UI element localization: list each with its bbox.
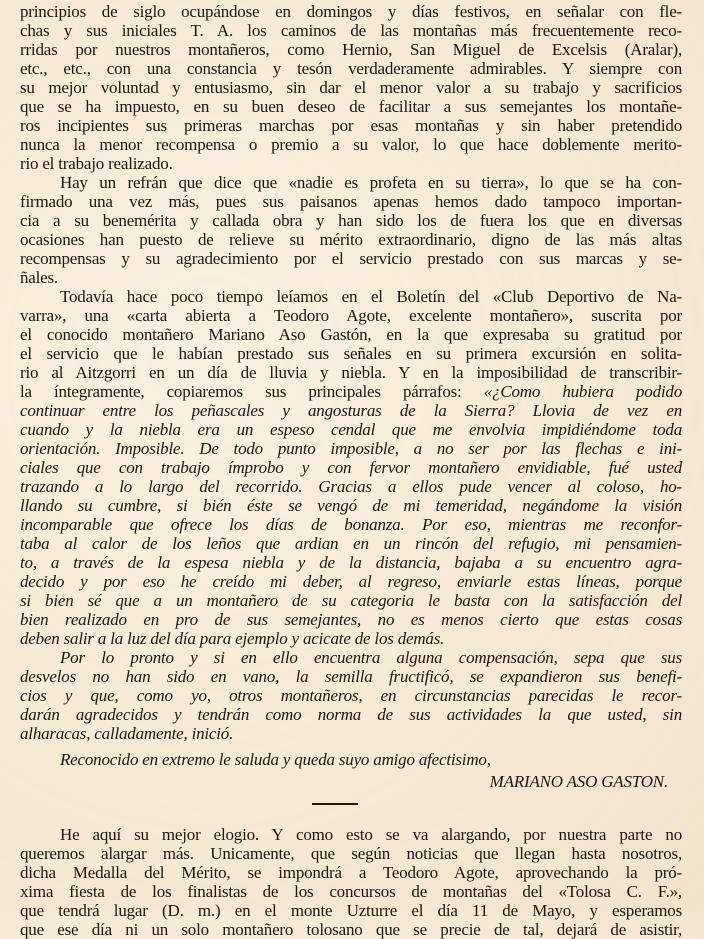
quote-paragraph — [20, 648, 682, 743]
quoted-text-segment: «¿Como hubiera podido — [483, 382, 682, 401]
text-line: principios de siglo ocupándose en domingos y días festivos, en señalar con fle- — [20, 2, 682, 21]
text-line — [20, 496, 682, 515]
quoted-text-segment: bien realizado en pro de sus semejantes, no es menos cierto que estas cosas — [20, 610, 682, 629]
text-segment: el conocido montañero Mariano Aso Gastón, en la que expresaba su gratitud por — [20, 325, 682, 344]
text-line: queremos alargar más. Unicamente, que según noticias que llegan hasta nosotros, — [20, 844, 682, 863]
text-line — [20, 401, 682, 420]
text-line: alharacas, calladamente, inició. — [20, 724, 234, 743]
text-line — [20, 477, 682, 496]
text-line: ñales. — [20, 268, 58, 287]
text-line: cia a su benemérita y callada obra y han sido los de fuera los que en diversas — [20, 211, 682, 230]
text-segment: la íntegramente, copiaremos sus principales párrafos: — [20, 382, 484, 401]
text-line — [20, 553, 682, 572]
text-segment: rio al Aitzgorri en un día de lluvia y niebla. Y en la imposibilidad de transcribir- — [20, 363, 682, 382]
text-line: ocasiones han puesto de relieve su mérito extraordinario, digno de las más altas — [20, 230, 682, 249]
quoted-text-segment: decido y por eso he creído mi deber, al regreso, enviarle estas líneas, porque — [20, 572, 682, 591]
text-line: desvelos no han sido en vano, la semilla fructificó, se expandieron sus benefi- — [20, 667, 682, 686]
text-line — [20, 629, 682, 648]
quoted-text-segment: to, a través de la espesa niebla y de la distancia, bajaba a su encuentro agra- — [20, 553, 682, 572]
text-line — [20, 325, 682, 344]
paragraph — [20, 825, 682, 939]
paragraph — [20, 2, 682, 173]
text-line: recompensas y su agradecimiento por el servicio prestado con sus marcas y se- — [20, 249, 682, 268]
text-line — [20, 363, 682, 382]
text-line — [20, 439, 682, 458]
text-line: que ese día ni un solo montañero tolosano que se precie de tal, dejará de asistir, — [20, 920, 682, 939]
text-line — [20, 515, 682, 534]
text-line: darán agradecidos y tendrán como norma de sus actividades la que usted, sin — [20, 705, 682, 724]
text-line — [20, 287, 682, 306]
text-line: que tendrá lugar (D. m.) en el monte Uzturre el día 11 de Mayo, y esperamos — [20, 901, 682, 920]
section-divider — [312, 803, 358, 805]
text-line: Reconocido en extremo le saluda y queda suyo amigo afectisimo, — [60, 750, 491, 769]
quoted-text-segment: ciales que con trabajo ímprobo y con fervor montañero envidiable, fué usted — [20, 458, 682, 477]
paragraph-with-quote — [20, 287, 682, 648]
quoted-text-segment: llando su cumbre, si bién éste se vengó de mi temeridad, negándome la visión — [20, 496, 682, 515]
text-segment: el servicio que le habían prestado sus señales en su primera excursión en solita- — [20, 344, 682, 363]
text-line: xima fiesta de los finalistas de los concursos de montañas del «Tolosa C. F.», — [20, 882, 682, 901]
text-segment: Todavía hace poco tiempo leíamos en el Boletín del «Club Deportivo de Na- — [60, 287, 682, 306]
text-segment: varra», una «carta abierta a Teodoro Agote, excelente montañero», suscrita por — [20, 306, 682, 325]
quoted-text-segment: trazando a lo largo del recorrido. Gracias a ellos pude vencer al coloso, ho- — [20, 477, 682, 496]
text-line — [20, 382, 682, 401]
text-line: cios y que, como yo, otros montañeros, en circunstancias parecidas le recor- — [20, 686, 682, 705]
closing-salutation — [20, 750, 682, 769]
quoted-text-segment: deben salir a la luz del día para ejemplo y acicate de los demás. — [20, 629, 445, 648]
text-line: rio el trabajo realizado. — [20, 154, 173, 173]
text-line — [20, 591, 682, 610]
quoted-text-segment: taba al calor de los leños que ardian en un rincón del refugio, mi pensamien- — [20, 534, 682, 553]
quoted-text-segment: orientación. Imposible. De todo punto imposible, a no ser por las flechas e ini- — [20, 439, 682, 458]
signature: MARIANO ASO GASTON. — [489, 772, 668, 791]
text-line: etc., etc., con una constancia y tesón verdaderamente admirables. Y siempre con — [20, 59, 682, 78]
text-line: nunca la menor recompensa o premio a su valor, lo que hace doblemente merito- — [20, 135, 682, 154]
text-line — [20, 572, 682, 591]
text-line: rridas por nuestros montañeros, como Hernio, San Miguel de Excelsis (Aralar), — [20, 40, 682, 59]
text-line: He aquí su mejor elogio. Y como esto se va alargando, por nuestra parte no — [60, 825, 682, 844]
text-line — [20, 534, 682, 553]
text-line: Hay un refrán que dice que «nadie es profeta en su tierra», lo que se ha con- — [60, 173, 682, 192]
quoted-text-segment: incomparable que ofrece los días de bonanza. Por eso, mientras me reconfor- — [20, 515, 682, 534]
quoted-text-segment: cuando y la niebla era un espeso cendal que me envolvia impidiéndome toda — [20, 420, 682, 439]
text-line: firmado una vez más, pues sus paisanos apenas hemos dado tampoco importan- — [20, 192, 682, 211]
quoted-text-segment: continuar entre los peñascales y angosturas de la Sierra? Llovia de vez en — [20, 401, 682, 420]
text-line — [20, 344, 682, 363]
paragraph — [20, 173, 682, 287]
quoted-text-segment: si bien sé que a un montañero de su categoria le basta con la satisfacción del — [20, 591, 682, 610]
text-line: Por lo pronto y si en ello encuentra alguna compensación, sepa que sus — [60, 648, 682, 667]
text-line: que se ha impuesto, en su buen deseo de facilitar a sus semejantes los montañe- — [20, 97, 682, 116]
text-line: su mejor voluntad y entusiasmo, sin dar el menor valor a su trabajo y sacrificios — [20, 78, 682, 97]
text-line — [20, 306, 682, 325]
text-line — [20, 610, 682, 629]
text-line — [20, 458, 682, 477]
text-line: chas y sus iniciales T. A. los caminos de las montañas más frecuentemente reco- — [20, 21, 682, 40]
text-line: ros incipientes sus primeras marchas por esas montañas y sin haber pretendido — [20, 116, 682, 135]
text-line: dicha Medalla del Mérito, se impondrá a Teodoro Agote, aprovechando la pró- — [20, 863, 682, 882]
text-line — [20, 420, 682, 439]
